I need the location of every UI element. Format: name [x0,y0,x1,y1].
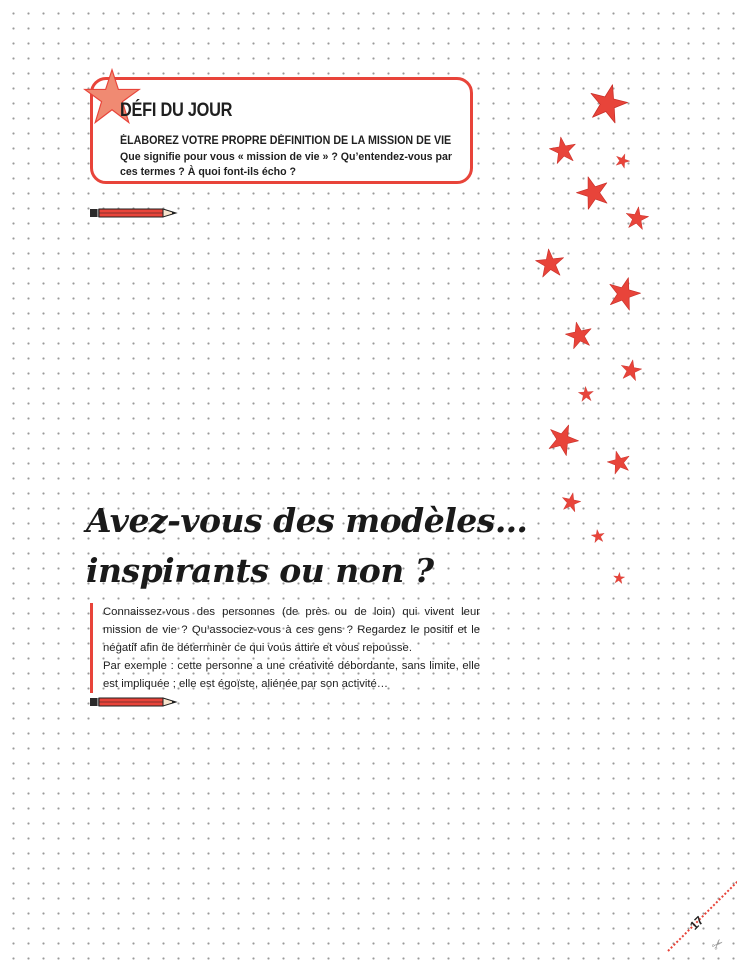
scissors-icon: ✂ [707,934,728,954]
star-icon [577,385,594,402]
section-body [90,603,480,693]
star-icon [547,134,579,166]
star-icon [604,447,633,476]
star-icon [559,490,583,514]
cut-line [667,873,737,952]
section-heading [86,496,527,596]
star-icon [618,357,643,382]
paragraph-1: Connaissez-vous des personnes (de près ou de loin) qui vivent leur mission de vie ? Qu’associez-vous à ces gens ? Regardez le positif et le négatif afin de déterminer ce qui vous attire et vous repousse. [103,606,480,654]
star-icon [542,418,584,460]
heading-line-1: Avez-vous des modèles… [86,501,528,540]
pencil-icon [90,696,182,708]
pencil-icon [90,207,182,219]
challenge-subtitle: ÉLABOREZ VOTRE PROPRE DÉFINITION DE LA MISSION DE VIE [120,135,452,147]
star-icon [623,204,650,231]
heading-line-2: inspirants ou non ? [86,551,434,590]
star-icon [584,79,632,127]
star-icon [534,247,567,280]
star-icon [603,272,645,314]
star-icon [612,571,625,584]
paragraph-2: Par exemple : cette personne a une créativité débordante, sans limite, elle est impliquée ; elle est égoïste, aliénée par son activité… [103,660,480,690]
challenge-title: DÉFI DU JOUR [120,100,233,121]
star-icon [613,151,632,170]
star-icon [562,318,595,351]
star-icon [572,171,615,214]
star-icon [590,528,606,544]
challenge-question: Que signifie pour vous « mission de vie » ? Qu’entendez-vous par ces termes ? À quoi font-ils écho ? [120,151,453,178]
daily-challenge-box [90,77,473,184]
page-number: 17 [687,913,707,933]
